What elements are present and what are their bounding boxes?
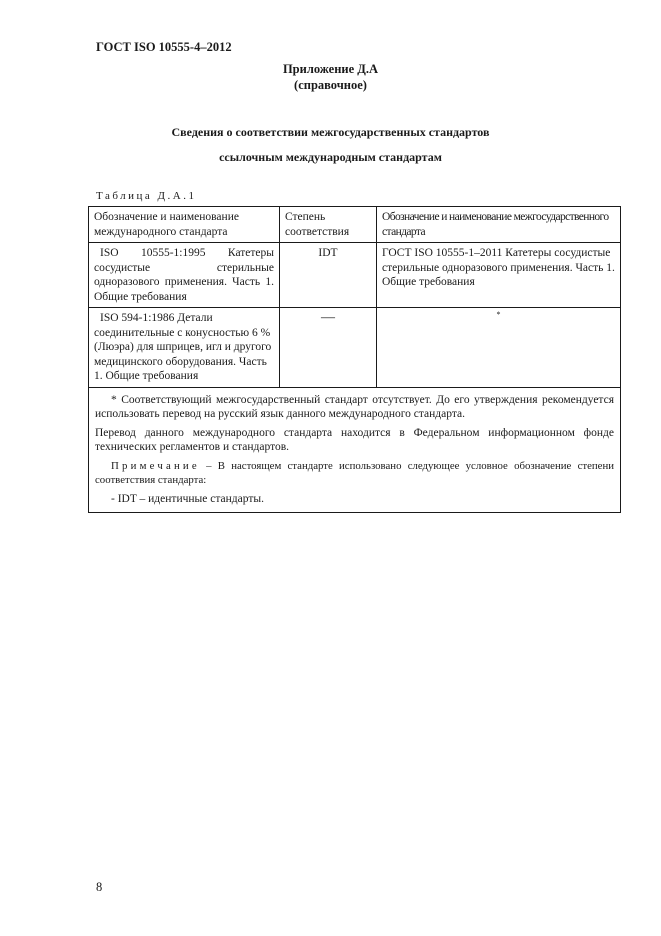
table-notes-row xyxy=(89,387,621,513)
cell-degree: IDT xyxy=(280,243,377,308)
table-row xyxy=(89,308,621,388)
footnote-text: * Соответствующий межгосударственный стандарт отсутствует. До его утверждения рекомендуется использовать перевод на русский язык данного международного стандарта. xyxy=(95,393,614,420)
section-heading-line-2: ссылочным международным стандартам xyxy=(219,150,442,164)
appendix-title: Приложение Д.А xyxy=(282,62,379,76)
footnote-continuation: Перевод данного международного стандарта находится в Федеральном информационном фонде технических регламентов и стандартов. xyxy=(95,426,614,453)
appendix-subtitle: (справочное) xyxy=(294,78,367,92)
page-number: 8 xyxy=(96,880,103,894)
cell-degree: — xyxy=(280,308,377,388)
note-paragraph xyxy=(95,459,614,488)
table-notes xyxy=(89,387,621,513)
column-header-national: Обозначение и наименование межгосударственного стандарта xyxy=(377,207,621,243)
note-label: Примечание xyxy=(111,459,200,472)
column-header-international: Обозначение и наименование международного стандарта xyxy=(89,207,280,243)
note-item: - IDT – идентичные стандарты. xyxy=(111,492,264,505)
note-text: – В настоящем стандарте использовано следующее условное обозначение степени соответствия стандарта: xyxy=(95,459,614,486)
table-header-row xyxy=(89,207,621,243)
cell-international-standard: ISO 10555-1:1995 Катетеры сосудистые стерильные одноразового применения. Часть 1. Общие требования xyxy=(89,243,280,308)
cell-national-standard xyxy=(377,308,621,388)
footnote-marker: * xyxy=(496,310,501,319)
correspondence-table xyxy=(88,206,621,513)
table-label xyxy=(96,190,197,202)
cell-national-standard: ГОСТ ISO 10555-1–2011 Катетеры сосудистые стерильные одноразового применения. Часть 1. Общие требования xyxy=(377,243,621,308)
section-heading-line-1: Сведения о соответствии межгосударственных стандартов xyxy=(171,125,490,139)
document-code: ГОСТ ISO 10555-4–2012 xyxy=(96,40,232,54)
cell-international-standard: ISO 594-1:1986 Детали соединительные с конусностью 6 % (Люэра) для шприцев, игл и другого медицинского оборудования. Часть 1. Общие требования xyxy=(89,308,280,388)
table-label-text: Таблица Д.А.1 xyxy=(96,190,197,202)
table-row xyxy=(89,243,621,308)
column-header-degree: Степень соответствия xyxy=(280,207,377,243)
